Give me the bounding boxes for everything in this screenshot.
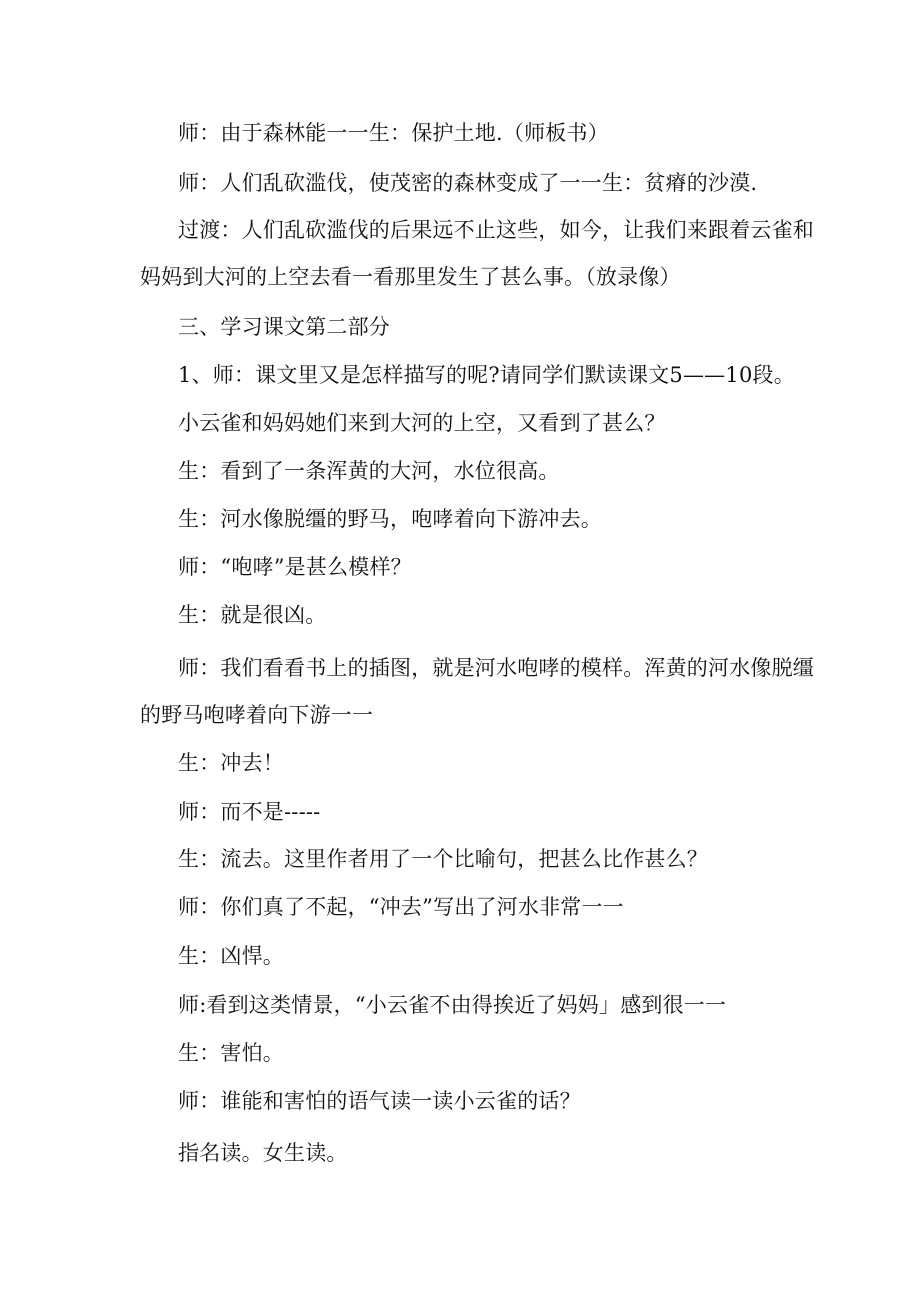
- text-line: 师：人们乱砍滥伐，使茂密的森林变成了一一生：贫瘠的沙漠.: [178, 171, 758, 195]
- text-line: 生：害怕。: [178, 1041, 284, 1065]
- text-line: 师：你们真了不起，“冲去”写出了河水非常一一: [178, 895, 624, 919]
- text-line: 小云雀和妈妈她们来到大河的上空，又看到了甚么？: [178, 411, 666, 435]
- text-line: 师:看到这类情景，“小云雀不由得挨近了妈妈」感到很一一: [178, 993, 727, 1017]
- text-line: 生：就是很凶。: [178, 603, 327, 627]
- text-line: 的野马咆哮着向下游一一: [140, 703, 374, 727]
- text-line: 1、师：课文里又是怎样描写的呢?请同学们默读课文5——10段。: [178, 363, 795, 387]
- text-line: 妈妈到大河的上空去看一看那里发生了甚么事。（放录像）: [140, 265, 681, 289]
- text-line: 师：而不是-----: [178, 800, 321, 824]
- text-line: 师：我们看看书上的插图，就是河水咆哮的模样。浑黄的河水像脱缰: [178, 656, 814, 680]
- text-line: 生：看到了一条浑黄的大河，水位很高。: [178, 459, 560, 483]
- text-line: 生：流去。这里作者用了一个比喻句，把甚么比作甚么？: [178, 847, 708, 871]
- text-line: 指名读。女生读。: [178, 1141, 348, 1165]
- text-line: 师：由于森林能一一生：保护土地.（师板书）: [178, 121, 609, 145]
- text-line: 生：河水像脱缰的野马，咆哮着向下游冲去。: [178, 507, 602, 531]
- text-line: 生：凶悍。: [178, 944, 284, 968]
- text-line: 生：冲去！: [178, 751, 284, 775]
- text-line: 师：“咆哮”是甚么模样？: [178, 555, 412, 579]
- text-line: 过渡：人们乱砍滥伐的后果远不止这些，如今，让我们来跟着云雀和: [178, 218, 814, 242]
- section-heading: 三、学习课文第二部分: [178, 315, 390, 339]
- text-line: 师：谁能和害怕的语气读一读小云雀的话？: [178, 1089, 581, 1113]
